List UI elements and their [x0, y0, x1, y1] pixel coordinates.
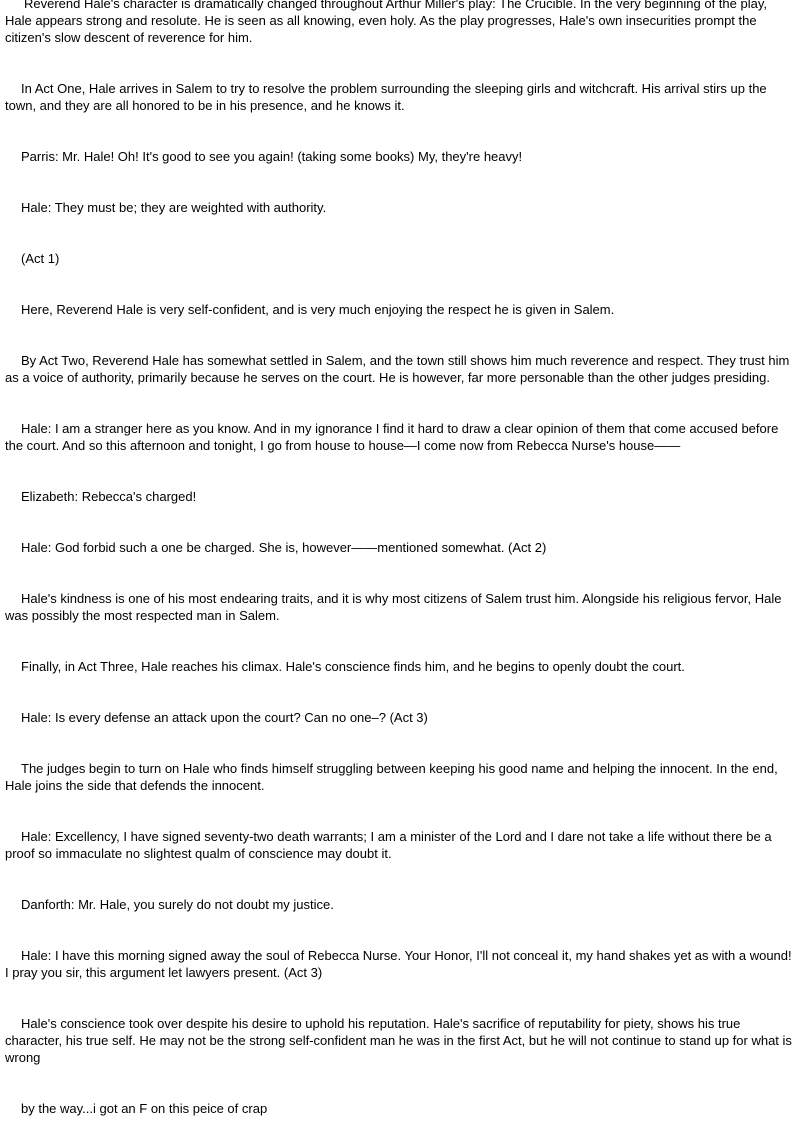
- quote-danforth: Danforth: Mr. Hale, you surely do not doubt my justice.: [21, 897, 334, 912]
- paragraph-act-three: Finally, in Act Three, Hale reaches his climax. Hale's conscience finds him, and he begins to openly doubt the court.: [21, 659, 685, 674]
- quote-hale-rebecca: Hale: I have this morning signed away the soul of Rebecca Nurse. Your Honor, I'll not conceal it, my hand shakes yet as with a wound! I pray you sir, this argument let lawyers present. (Act 3): [5, 948, 792, 980]
- quote-hale-excellency: Hale: Excellency, I have signed seventy-two death warrants; I am a minister of the Lord and I dare not take a life without there be a proof so immaculate no slightest qualm of conscience may doubt it.: [5, 829, 772, 861]
- paragraph-kindness: Hale's kindness is one of his most endearing traits, and it is why most citizens of Salem trust him. Alongside his religious fervor, Hale was possibly the most respected man in Salem.: [5, 591, 782, 623]
- paragraph-self-confident: Here, Reverend Hale is very self-confident, and is very much enjoying the respect he is given in Salem.: [21, 302, 615, 317]
- paragraph-footnote: by the way...i got an F on this peice of crap: [21, 1101, 268, 1116]
- paragraph-act-one: In Act One, Hale arrives in Salem to try to resolve the problem surrounding the sleeping girls and witchcraft. His arrival stirs up the town, and they are all honored to be in his presence, and he knows it.: [5, 81, 767, 113]
- paragraph-intro: Reverend Hale's character is dramatically changed throughout Arthur Miller's play: The Crucible. In the very beginning of the play, Hale appears strong and resolute. He is seen as all knowing, even holy. As the play progresses, Hale's own insecurities prompt the citizen's slow descent of reverence for him.: [5, 0, 767, 45]
- quote-hale-god-forbid: Hale: God forbid such a one be charged. She is, however——mentioned somewhat. (Act 2): [21, 540, 547, 555]
- paragraph-act-two: By Act Two, Reverend Hale has somewhat settled in Salem, and the town still shows him much reverence and respect. They trust him as a voice of authority, primarily because he serves on the court. He is however, far more personable than the other judges presiding.: [5, 353, 790, 385]
- quote-elizabeth: Elizabeth: Rebecca's charged!: [21, 489, 197, 504]
- paragraph-judges: The judges begin to turn on Hale who finds himself struggling between keeping his good name and helping the innocent. In the end, Hale joins the side that defends the innocent.: [5, 761, 778, 793]
- quote-parris: Parris: Mr. Hale! Oh! It's good to see you again! (taking some books) My, they're heavy!: [21, 149, 523, 164]
- quote-hale-authority: Hale: They must be; they are weighted with authority.: [21, 200, 327, 215]
- quote-hale-defense: Hale: Is every defense an attack upon the court? Can no one–? (Act 3): [21, 710, 428, 725]
- citation-act-1: (Act 1): [21, 251, 60, 266]
- essay-document: [5, 0, 795, 1117]
- quote-hale-stranger: Hale: I am a stranger here as you know. And in my ignorance I find it hard to draw a clear opinion of them that come accused before the court. And so this afternoon and tonight, I go from house to house—I come now from Rebecca Nurse's house——: [5, 421, 779, 453]
- paragraph-conclusion: Hale's conscience took over despite his desire to uphold his reputation. Hale's sacrifice of reputability for piety, shows his true character, his true self. He may not be the strong self-confident man he was in the first Act, but he will not continue to stand up for what is wrong: [5, 1016, 792, 1065]
